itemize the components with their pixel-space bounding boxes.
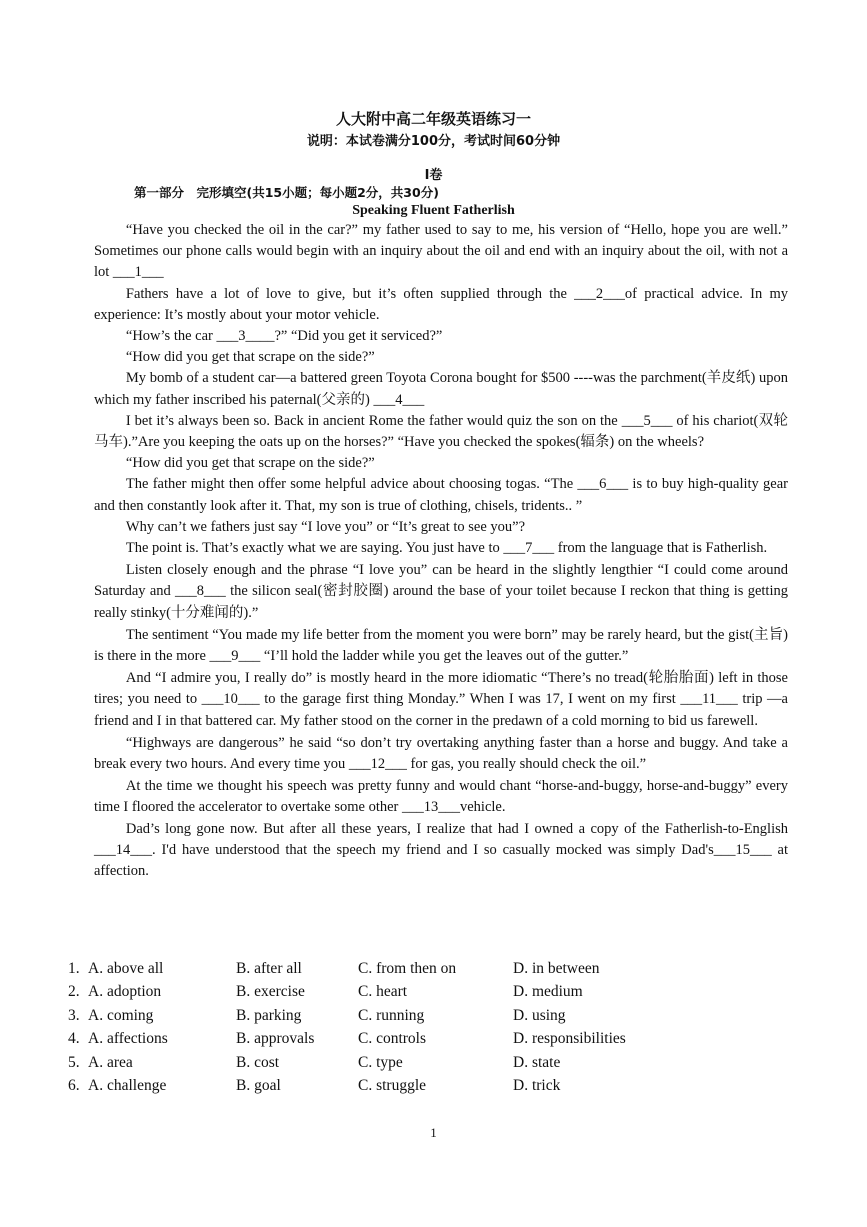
paragraph: Dad’s long gone now. But after all these years, I realize that had I owned a copy of the Fatherlish-to-English ___14___. I'd have understood that the speech my friend and I so casually mocked was simply Dad's___15___ at affection. (94, 820, 788, 880)
option-c: C. running (358, 1006, 425, 1024)
option-d: D. responsibilities (513, 1030, 626, 1048)
option-d: D. trick (513, 1077, 561, 1095)
option-c: C. heart (358, 983, 408, 1001)
exam-instructions: 说明：本试卷满分100分，考试时间60分钟 (306, 134, 561, 149)
option-a: A. coming (88, 1006, 154, 1024)
option-a: A. challenge (88, 1077, 167, 1095)
option-b: B. approvals (236, 1030, 315, 1048)
option-c: C. type (358, 1053, 403, 1071)
option-b: B. goal (236, 1077, 281, 1095)
option-b: B. exercise (236, 983, 305, 1001)
option-row (68, 1075, 788, 1099)
option-b: B. parking (236, 1006, 302, 1024)
option-d: D. in between (513, 959, 600, 977)
option-a: A. adoption (88, 983, 162, 1001)
paragraph: “How’s the car ___3____?” “Did you get it serviced?” (125, 328, 443, 345)
paragraph: At the time we thought his speech was pretty funny and would chant “horse-and-buggy, horse-and-buggy” every time I floored the accelerator to overtake some other ___13___vehicle. (94, 778, 788, 816)
paragraph: I bet it’s always been so. Back in ancient Rome the father would quiz the son on the ___5___ of his chariot(双轮马车).”Are you keeping the oats up on the horses?” “Have you checked the spokes(辐条) on the wheels? (94, 412, 788, 451)
paragraph: “How did you get that scrape on the side?” (125, 455, 375, 472)
option-d: D. medium (513, 983, 583, 1001)
question-number: 3. (68, 1006, 80, 1024)
paragraph: The father might then offer some helpful advice about choosing togas. “The ___6___ is to buy high-quality gear and then constantly look after it. That, my son is true of clothing, chisels, tridents.. ” (94, 476, 788, 514)
passage-body (94, 220, 788, 882)
option-d: D. state (513, 1053, 561, 1071)
option-row (68, 981, 788, 1005)
question-number: 5. (68, 1053, 80, 1071)
paragraph: The sentiment “You made my life better from the moment you were born” may be rarely heard, but the gist(主旨) is there in the more ___9___ “I’ll hold the ladder while you get the leaves out of the gutter.” (94, 626, 788, 665)
question-number: 2. (68, 983, 80, 1001)
question-number: 4. (68, 1030, 80, 1048)
paragraph: And “I admire you, I really do” is mostly heard in the more idiomatic “There’s no tread(轮胎胎面) left in those tires; you need to ___10___ to the garage first thing Monday.” When I was 17, I went on my first ___11___ trip —a friend and I in that battered car. My father stood on the corner in the predawn of a cold morning to bid us farewell. (94, 670, 788, 729)
paragraph: “Highways are dangerous” he said “so don’t try overtaking anything faster than a horse and buggy. And take a break every two hours. And every time you ___12___ for gas, you really should check the oil.” (94, 734, 788, 773)
option-a: A. above all (88, 959, 164, 977)
question-number: 1. (68, 959, 80, 977)
option-c: C. controls (358, 1030, 427, 1048)
exam-title: 人大附中高二年级英语练习一 (335, 110, 531, 128)
paragraph: Fathers have a lot of love to give, but it’s often supplied through the ___2___of practical advice. In my experience: It’s mostly about your motor vehicle. (94, 285, 788, 323)
paragraph: “Have you checked the oil in the car?” my father used to say to me, his version of “Hello, hope you are well.” Sometimes our phone calls would begin with an inquiry about the oil and end with an inquiry about the oil, with not a lot ___1___ (94, 222, 788, 281)
option-a: A. area (88, 1053, 133, 1071)
paragraph: The point is. That’s exactly what we are saying. You just have to ___7___ from the language that is Fatherlish. (125, 540, 768, 557)
option-d: D. using (513, 1006, 566, 1024)
option-b: B. after all (236, 959, 302, 977)
paragraph: My bomb of a student car—a battered green Toyota Corona bought for $500 ----was the parchment(羊皮纸) upon which my father inscribed his paternal(父亲的) ___4___ (94, 370, 788, 408)
passage-title: Speaking Fluent Fatherlish (352, 203, 515, 218)
option-c: C. struggle (358, 1077, 427, 1095)
page-number: 1 (430, 1125, 437, 1140)
option-row (68, 1051, 788, 1075)
option-row (68, 957, 788, 981)
volume-label: I卷 (424, 168, 443, 183)
option-a: A. affections (88, 1030, 168, 1048)
paragraph: Listen closely enough and the phrase “I love you” can be heard in the slightly lengthier “I could come around Saturday and ___8___ the silicon seal(密封胶圈) around the base of your toilet because I reckon that thing is getting really stinky(十分难闻的).” (94, 562, 788, 621)
paragraph: “How did you get that scrape on the side?” (125, 349, 375, 366)
option-row (68, 1004, 788, 1028)
option-b: B. cost (236, 1053, 280, 1071)
option-row (68, 1028, 788, 1052)
question-number: 6. (68, 1077, 80, 1095)
section-heading: 第一部分 完形填空(共15小题；每小题2分，共30分) (134, 185, 439, 200)
answer-options (68, 957, 788, 1098)
option-c: C. from then on (358, 959, 457, 977)
paragraph: Why can’t we fathers just say “I love you” or “It’s great to see you”? (125, 518, 526, 535)
